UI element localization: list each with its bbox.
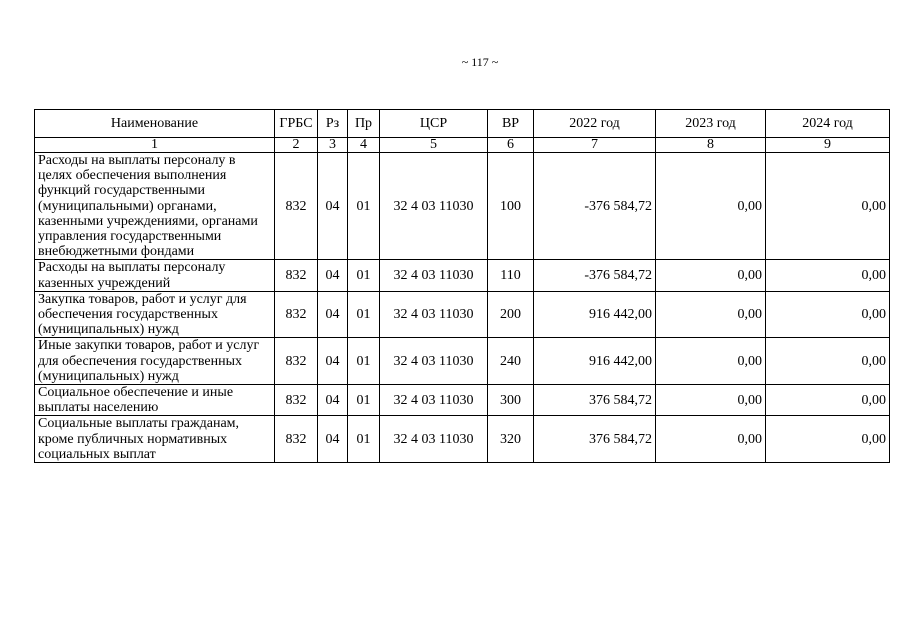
row-2024: 0,00 (766, 416, 890, 463)
table-row (35, 416, 890, 463)
header-pr: Пр (348, 110, 380, 138)
row-name: Социальные выплаты гражданам, кроме публичных нормативных социальных выплат (35, 416, 275, 463)
row-2022: 376 584,72 (534, 416, 656, 463)
row-pr: 01 (348, 291, 380, 338)
header-rz: Рз (318, 110, 348, 138)
row-name: Закупка товаров, работ и услуг для обеспечения государственных (муниципальных) нужд (35, 291, 275, 338)
column-number: 8 (656, 138, 766, 153)
row-2024: 0,00 (766, 338, 890, 385)
row-name: Расходы на выплаты персоналу в целях обеспечения выполнения функций государственными (муниципальными) органами, казенными учреждениями, органами управления государственными внебюджетными фондами (35, 153, 275, 260)
row-pr: 01 (348, 416, 380, 463)
row-rz: 04 (318, 291, 348, 338)
row-rz: 04 (318, 338, 348, 385)
row-name: Социальное обеспечение и иные выплаты населению (35, 385, 275, 416)
row-name: Иные закупки товаров, работ и услуг для обеспечения государственных (муниципальных) нужд (35, 338, 275, 385)
column-number-row (35, 138, 890, 153)
column-number: 7 (534, 138, 656, 153)
table-row (35, 153, 890, 260)
row-rz: 04 (318, 153, 348, 260)
row-csr: 32 4 03 11030 (380, 385, 488, 416)
row-vr: 110 (488, 260, 534, 291)
row-csr: 32 4 03 11030 (380, 338, 488, 385)
column-number: 2 (275, 138, 318, 153)
header-vr: ВР (488, 110, 534, 138)
header-row (35, 110, 890, 138)
table-row (35, 385, 890, 416)
budget-table (34, 109, 890, 463)
header-name: Наименование (35, 110, 275, 138)
row-grbs: 832 (275, 153, 318, 260)
row-2023: 0,00 (656, 260, 766, 291)
row-2024: 0,00 (766, 153, 890, 260)
row-2022: 916 442,00 (534, 338, 656, 385)
row-2022: 376 584,72 (534, 385, 656, 416)
column-number: 3 (318, 138, 348, 153)
row-2023: 0,00 (656, 291, 766, 338)
row-2022: -376 584,72 (534, 153, 656, 260)
row-rz: 04 (318, 385, 348, 416)
table-row (35, 260, 890, 291)
row-grbs: 832 (275, 338, 318, 385)
row-vr: 240 (488, 338, 534, 385)
row-csr: 32 4 03 11030 (380, 260, 488, 291)
row-2024: 0,00 (766, 385, 890, 416)
row-2024: 0,00 (766, 260, 890, 291)
row-rz: 04 (318, 416, 348, 463)
row-2023: 0,00 (656, 153, 766, 260)
header-2023: 2023 год (656, 110, 766, 138)
row-2022: -376 584,72 (534, 260, 656, 291)
row-2023: 0,00 (656, 416, 766, 463)
row-pr: 01 (348, 385, 380, 416)
column-number: 4 (348, 138, 380, 153)
table-row (35, 338, 890, 385)
row-csr: 32 4 03 11030 (380, 153, 488, 260)
row-2023: 0,00 (656, 338, 766, 385)
row-pr: 01 (348, 260, 380, 291)
row-vr: 320 (488, 416, 534, 463)
row-name: Расходы на выплаты персоналу казенных учреждений (35, 260, 275, 291)
row-grbs: 832 (275, 260, 318, 291)
row-2023: 0,00 (656, 385, 766, 416)
column-number: 1 (35, 138, 275, 153)
row-grbs: 832 (275, 416, 318, 463)
table-row (35, 291, 890, 338)
page-number: ~ 117 ~ (461, 55, 499, 69)
row-vr: 100 (488, 153, 534, 260)
row-rz: 04 (318, 260, 348, 291)
column-number: 5 (380, 138, 488, 153)
row-pr: 01 (348, 338, 380, 385)
row-vr: 300 (488, 385, 534, 416)
header-csr: ЦСР (380, 110, 488, 138)
row-2024: 0,00 (766, 291, 890, 338)
row-vr: 200 (488, 291, 534, 338)
header-grbs: ГРБС (275, 110, 318, 138)
column-number: 9 (766, 138, 890, 153)
row-2022: 916 442,00 (534, 291, 656, 338)
row-grbs: 832 (275, 385, 318, 416)
header-2022: 2022 год (534, 110, 656, 138)
row-grbs: 832 (275, 291, 318, 338)
row-pr: 01 (348, 153, 380, 260)
column-number: 6 (488, 138, 534, 153)
row-csr: 32 4 03 11030 (380, 291, 488, 338)
row-csr: 32 4 03 11030 (380, 416, 488, 463)
header-2024: 2024 год (766, 110, 890, 138)
